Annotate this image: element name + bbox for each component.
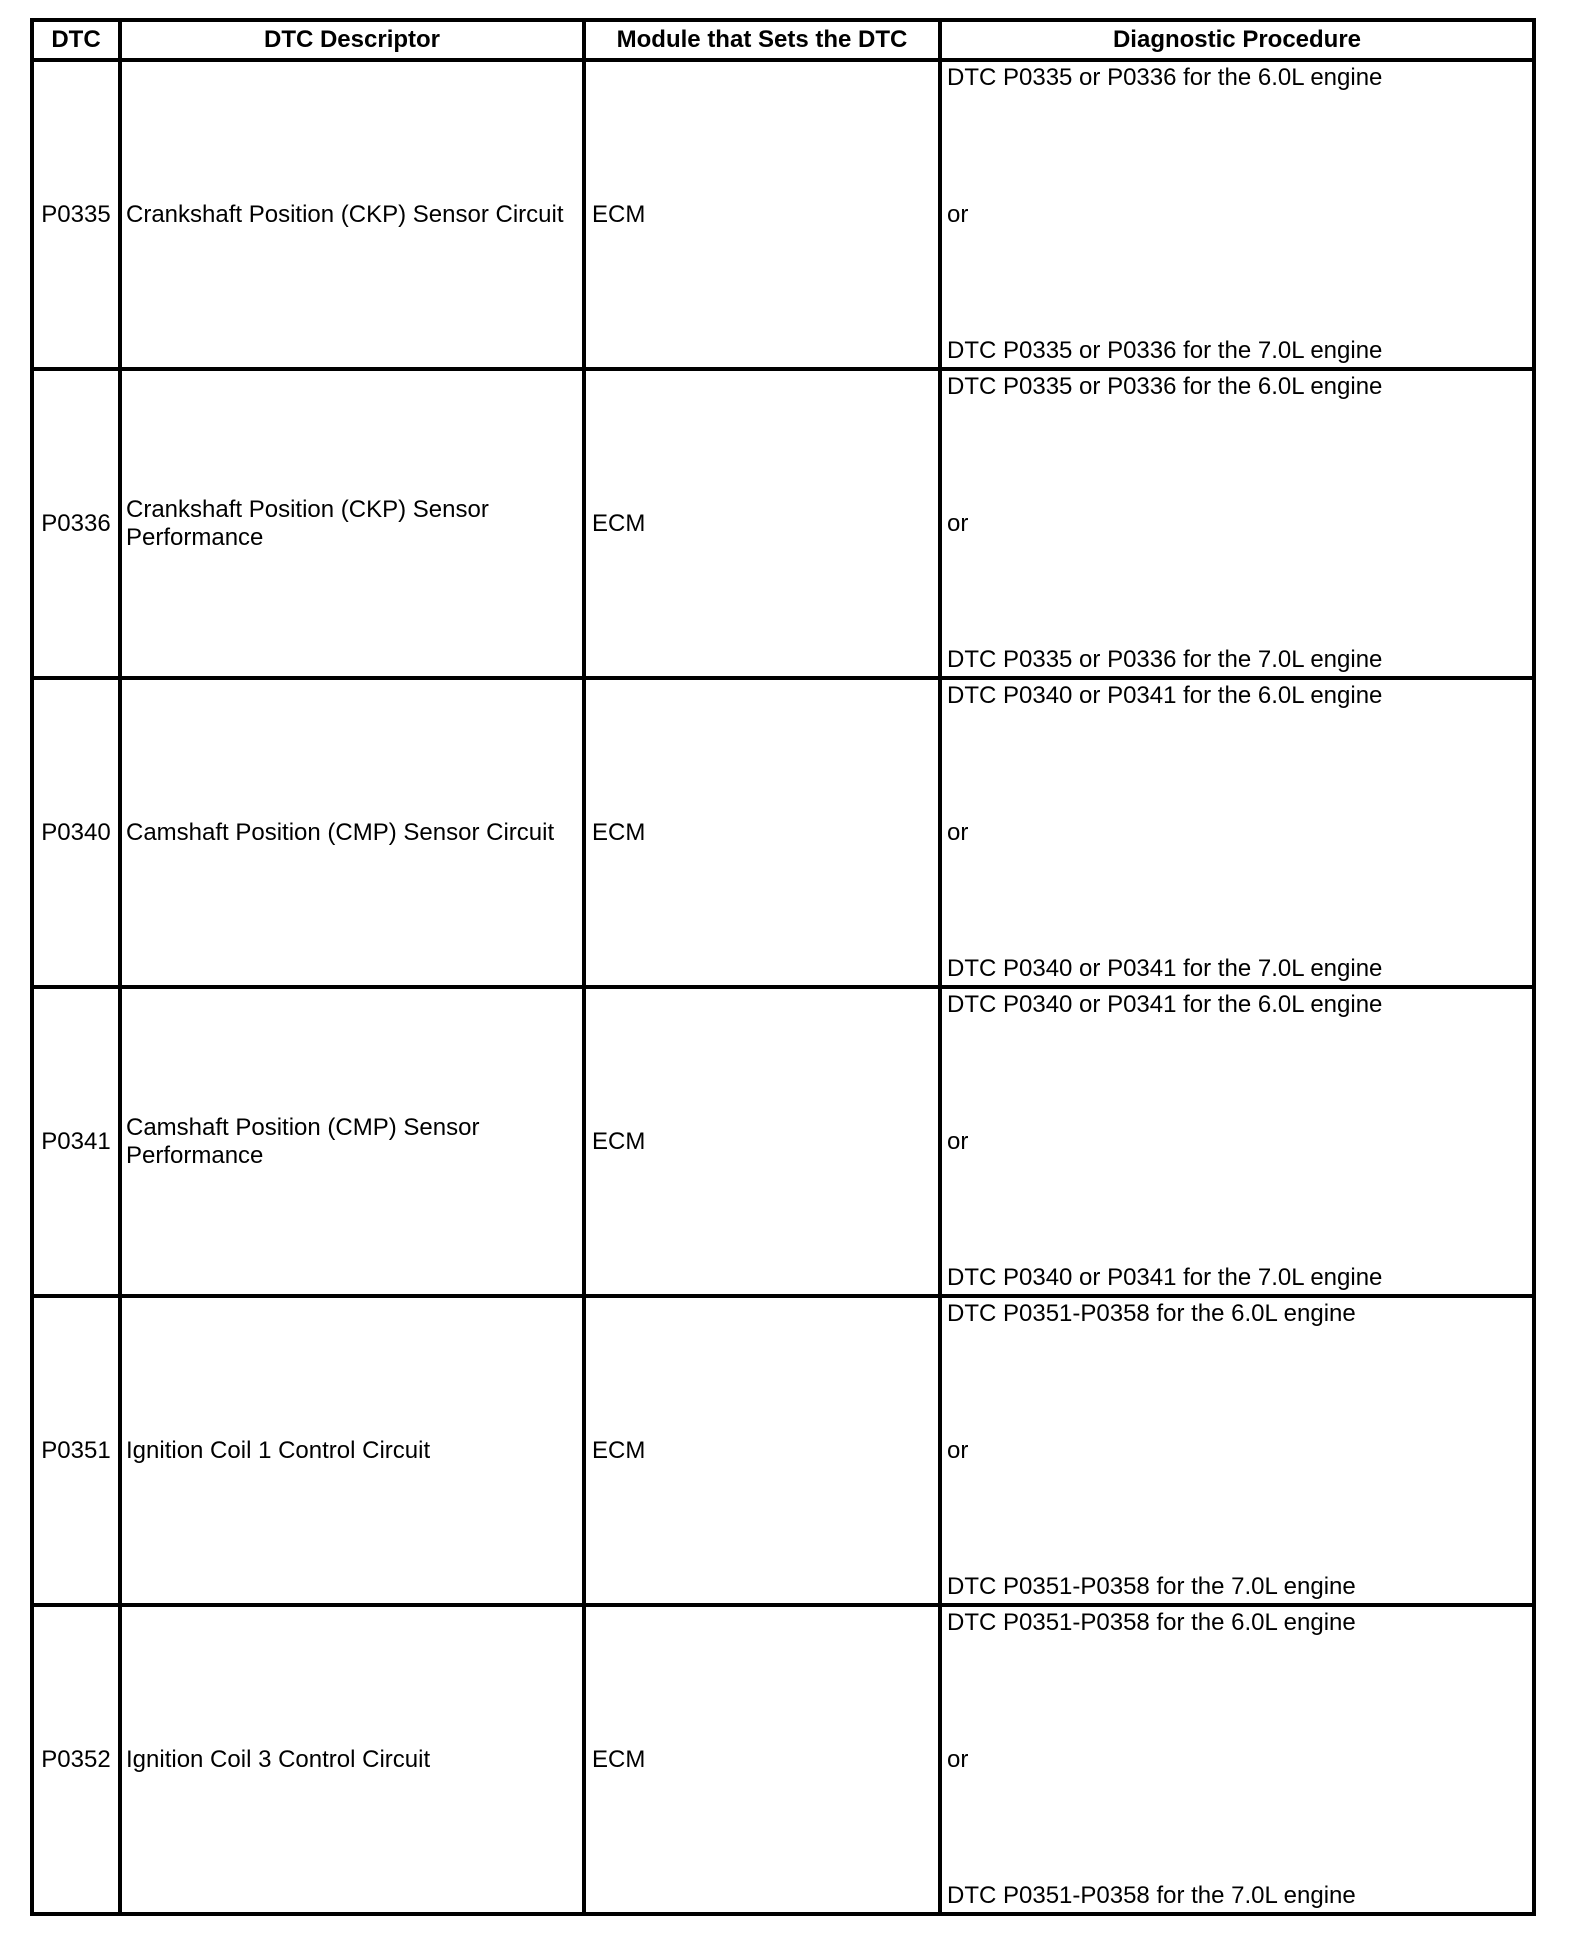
procedure-link-7-0l[interactable]: DTC P0340 or P0341 for the 7.0L engine xyxy=(947,955,1383,982)
procedure-or-text: or xyxy=(947,818,969,846)
module-name: ECM xyxy=(584,1605,940,1914)
procedure-link-7-0l[interactable]: DTC P0335 or P0336 for the 7.0L engine xyxy=(947,337,1383,364)
diagnostic-procedure xyxy=(940,60,1534,369)
procedure-or-text: or xyxy=(947,1436,969,1464)
procedure-link-7-0l[interactable]: DTC P0351-P0358 for the 7.0L engine xyxy=(947,1882,1356,1909)
diagnostic-procedure xyxy=(940,987,1534,1296)
dtc-code: P0341 xyxy=(32,987,120,1296)
table-row xyxy=(32,678,1534,987)
procedure-link-6-0l[interactable]: DTC P0351-P0358 for the 6.0L engine xyxy=(947,1609,1356,1636)
procedure-or-text: or xyxy=(947,1745,969,1773)
table-row xyxy=(32,1605,1534,1914)
module-name: ECM xyxy=(584,1296,940,1605)
dtc-code: P0340 xyxy=(32,678,120,987)
module-name: ECM xyxy=(584,987,940,1296)
header-descriptor: DTC Descriptor xyxy=(120,20,584,60)
diagnostic-procedure xyxy=(940,1605,1534,1914)
diagnostic-procedure xyxy=(940,1296,1534,1605)
module-name: ECM xyxy=(584,678,940,987)
table-row xyxy=(32,1296,1534,1605)
dtc-code: P0335 xyxy=(32,60,120,369)
dtc-code: P0352 xyxy=(32,1605,120,1914)
procedure-or-text: or xyxy=(947,200,969,228)
procedure-link-7-0l[interactable]: DTC P0351-P0358 for the 7.0L engine xyxy=(947,1573,1356,1600)
procedure-link-6-0l[interactable]: DTC P0335 or P0336 for the 6.0L engine xyxy=(947,373,1383,400)
procedure-or-text: or xyxy=(947,1127,969,1155)
procedure-link-6-0l[interactable]: DTC P0335 or P0336 for the 6.0L engine xyxy=(947,64,1383,91)
header-module: Module that Sets the DTC xyxy=(584,20,940,60)
header-procedure: Diagnostic Procedure xyxy=(940,20,1534,60)
dtc-descriptor: Camshaft Position (CMP) Sensor Circuit xyxy=(120,678,584,987)
module-name: ECM xyxy=(584,60,940,369)
procedure-or-text: or xyxy=(947,509,969,537)
procedure-link-6-0l[interactable]: DTC P0340 or P0341 for the 6.0L engine xyxy=(947,991,1383,1018)
module-name: ECM xyxy=(584,369,940,678)
dtc-descriptor: Ignition Coil 3 Control Circuit xyxy=(120,1605,584,1914)
header-dtc: DTC xyxy=(32,20,120,60)
dtc-descriptor: Crankshaft Position (CKP) Sensor Circuit xyxy=(120,60,584,369)
dtc-code: P0351 xyxy=(32,1296,120,1605)
procedure-link-6-0l[interactable]: DTC P0340 or P0341 for the 6.0L engine xyxy=(947,682,1383,709)
dtc-descriptor: Crankshaft Position (CKP) Sensor Performance xyxy=(120,369,584,678)
table-row xyxy=(32,60,1534,369)
dtc-descriptor: Ignition Coil 1 Control Circuit xyxy=(120,1296,584,1605)
procedure-link-6-0l[interactable]: DTC P0351-P0358 for the 6.0L engine xyxy=(947,1300,1356,1327)
table-row xyxy=(32,987,1534,1296)
procedure-link-7-0l[interactable]: DTC P0340 or P0341 for the 7.0L engine xyxy=(947,1264,1383,1291)
diagnostic-procedure xyxy=(940,369,1534,678)
dtc-code: P0336 xyxy=(32,369,120,678)
dtc-descriptor: Camshaft Position (CMP) Sensor Performance xyxy=(120,987,584,1296)
table-header-row xyxy=(32,20,1534,60)
dtc-table xyxy=(30,18,1536,1916)
procedure-link-7-0l[interactable]: DTC P0335 or P0336 for the 7.0L engine xyxy=(947,646,1383,673)
table-row xyxy=(32,369,1534,678)
diagnostic-procedure xyxy=(940,678,1534,987)
